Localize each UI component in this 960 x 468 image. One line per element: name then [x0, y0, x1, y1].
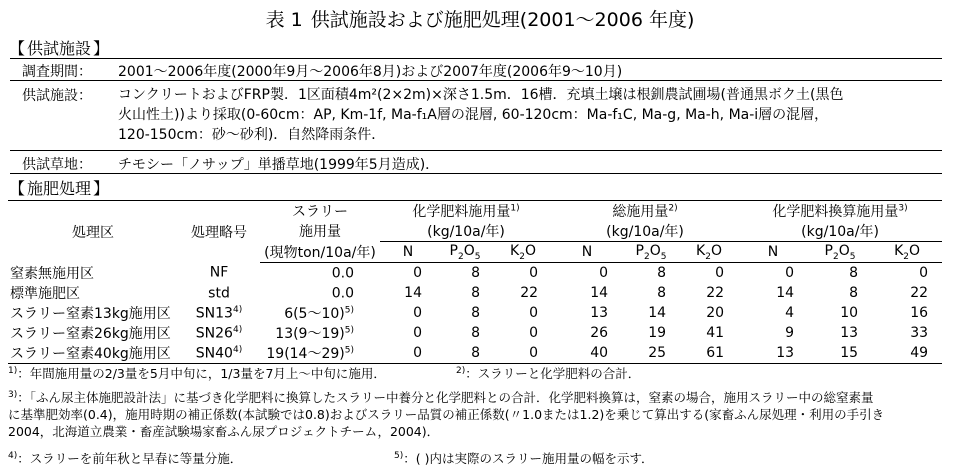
cell-value: 14: [590, 285, 609, 301]
subhead-n: N: [552, 242, 622, 263]
table-row: [8, 323, 942, 343]
facility-value: コンクリートおよびFRP製．1区面積4m²(2×2m)×深さ1.5m．16槽．充填土壌は根釧農試圃場(普通黒ボク土(黒色 火山性土))より採取(0-60cm：AP, Km-1f, Ma-f₁A層の混層, 60-120cm：Ma-f₁C, Ma-g, Ma-h, Ma-i層の混層， 120-150cm：砂～砂利)．自然降雨条件．: [118, 87, 844, 143]
cell-value: 22: [706, 285, 725, 301]
cell-value: 13: [590, 305, 609, 321]
table-body: [8, 263, 942, 364]
cell-value: 0: [529, 325, 539, 341]
cell-value: 40: [552, 343, 622, 364]
cell-abbreviation: SN40$^{4)}$: [178, 343, 260, 364]
cell-value: 0: [413, 325, 422, 341]
header-total: 総施用量$^{2)}$: [552, 201, 738, 222]
cell-value: 8: [849, 285, 859, 301]
info-row-facility: [10, 80, 942, 151]
cell-value: 8: [849, 265, 859, 281]
cell-abbreviation: SN26$^{4)}$: [195, 324, 243, 342]
cell-value: 0: [715, 265, 725, 281]
subhead-k2o: $K_2O$: [872, 242, 942, 263]
header-abbreviation: 処理略号: [178, 201, 260, 263]
cell-value: 13: [738, 343, 808, 364]
section-heading-fertilization: 【 施肥処理 】: [9, 179, 110, 198]
cell-value: 0: [529, 305, 539, 321]
cell-value: 13: [840, 325, 859, 341]
unit-chemical: (kg/10a/年): [380, 221, 552, 242]
period-value: 2001～2006年度(2000年9月～2006年8月)および2007年度(2006年9～10月): [118, 64, 623, 80]
cell-value: 14: [648, 305, 667, 321]
cell-treatment: スラリー窒素26kg施用区: [10, 326, 171, 342]
cell-treatment: スラリー窒素40kg施用区: [8, 343, 178, 364]
cell-value: 14: [404, 285, 422, 301]
cell-value: 0: [529, 265, 539, 281]
note-1: $^{1)}$：年間施用量の2/3量を5月中旬に，1/3量を7月上～中旬に施用．: [8, 366, 386, 382]
cell-value: 25: [622, 343, 680, 364]
cell-value: 8: [471, 265, 480, 281]
cell-value: 22: [910, 285, 929, 301]
cell-value: 0: [380, 343, 436, 364]
cell-slurry: 13(9～19)$^{5)}$: [275, 325, 354, 342]
cell-value: 10: [840, 305, 859, 321]
period-label: 調査期間：: [22, 64, 92, 80]
note-4: $^{4)}$：スラリーを前年秋と早春に等量分施．: [8, 451, 243, 467]
header-slurry-line1: スラリー: [260, 201, 380, 222]
cell-abbreviation: std: [208, 285, 230, 302]
notes-block: [8, 363, 948, 466]
cell-value: 0: [413, 265, 422, 281]
header-treatment: 処理区: [8, 201, 178, 263]
header-slurry-line3: (現物ton/10a/年): [260, 242, 380, 263]
cell-value: 0: [413, 305, 422, 321]
note-2: $^{2)}$：スラリーと化学肥料の合計．: [456, 366, 641, 382]
table-title: [0, 5, 960, 32]
cell-value: 15: [808, 343, 872, 364]
info-row-grassland: [10, 151, 942, 174]
cell-value: 4: [785, 305, 795, 321]
cell-value: 14: [776, 285, 795, 301]
cell-value: 8: [657, 265, 667, 281]
subhead-p2o5: $P_2O_5$: [622, 242, 680, 263]
cell-abbreviation: NF: [209, 265, 229, 282]
cell-slurry: 0.0: [331, 265, 354, 282]
grassland-value: チモシー「ノサップ」単播草地(1999年5月造成)．: [118, 157, 440, 173]
note-4-5: [8, 448, 948, 466]
note-1-2: [8, 363, 948, 381]
table-row: [8, 263, 942, 284]
cell-slurry: 6(5～10)$^{5)}$: [284, 305, 354, 322]
cell-value: 20: [706, 305, 725, 321]
cell-value: 61: [680, 343, 738, 364]
cell-value: 33: [910, 325, 929, 341]
subhead-n: N: [738, 242, 808, 263]
cell-abbreviation: SN13$^{4)}$: [195, 304, 243, 322]
cell-value: 16: [910, 305, 929, 321]
cell-value: 0: [599, 265, 609, 281]
treatment-table: [8, 200, 942, 364]
note-5: $^{5)}$：( )内は実際のスラリー施用量の幅を示す．: [394, 451, 654, 467]
subhead-p2o5: $P_2O_5$: [436, 242, 494, 263]
cell-value: 9: [785, 325, 795, 341]
cell-value: 8: [471, 285, 480, 301]
cell-value: 8: [657, 285, 667, 301]
cell-treatment: スラリー窒素13kg施用区: [10, 306, 171, 322]
facility-label: 供試施設：: [22, 88, 92, 104]
note-3: $^{3)}$：「ふん尿主体施肥設計法」に基づき化学肥料に換算したスラリー中養分と化学肥料との合計．化学肥料換算は，窒素の場合，施用スラリー中の総窒素量 に基準肥効率(0.4)，施用時期の補正係数(本試験では0.8)およびスラリー品質の補正係数(〃1.0または1.2)を乗じて算出する(家畜ふん尿処理・利用の手引き 2004，北海道立農業・畜産試験場家畜ふん尿プロジェクトチーム，2004)．: [8, 390, 885, 440]
cell-value: 0: [785, 265, 795, 281]
cell-value: 8: [436, 343, 494, 364]
section-heading-facility: 【 供試施設 】: [9, 39, 110, 58]
header-slurry-line2: 施用量: [299, 224, 341, 241]
cell-treatment: 標準施肥区: [10, 286, 80, 302]
header-converted: 化学肥料換算施用量$^{3)}$: [738, 201, 942, 222]
cell-treatment: 窒素無施用区: [10, 265, 94, 282]
info-row-period: [10, 58, 942, 81]
unit-total: (kg/10a/年): [552, 221, 738, 242]
cell-value: 49: [872, 343, 942, 364]
cell-value: 0: [494, 343, 552, 364]
unit-converted: (kg/10a/年): [738, 221, 942, 242]
table-number: 表 1: [265, 9, 303, 31]
cell-value: 0: [919, 265, 929, 281]
header-row-1: [8, 201, 942, 222]
table-row: [8, 283, 942, 303]
table-caption: 供試施設および施肥処理(2001～2006 年度): [310, 9, 695, 31]
cell-value: 26: [590, 325, 609, 341]
cell-slurry: 0.0: [331, 285, 354, 302]
subhead-k2o: $K_2O$: [680, 242, 738, 263]
header-chemical: 化学肥料施用量$^{1)}$: [380, 201, 552, 222]
subhead-k2o: $K_2O$: [494, 242, 552, 263]
cell-value: 8: [471, 325, 480, 341]
cell-value: 22: [520, 285, 539, 301]
cell-slurry: 19(14～29)$^{5)}$: [260, 343, 380, 364]
subhead-p2o5: $P_2O_5$: [808, 242, 872, 263]
table-row: [8, 343, 942, 364]
grassland-label: 供試草地：: [22, 157, 92, 173]
subhead-n: N: [380, 242, 436, 263]
cell-value: 41: [706, 325, 725, 341]
cell-value: 19: [648, 325, 667, 341]
cell-value: 8: [471, 305, 480, 321]
table-row: [8, 303, 942, 323]
